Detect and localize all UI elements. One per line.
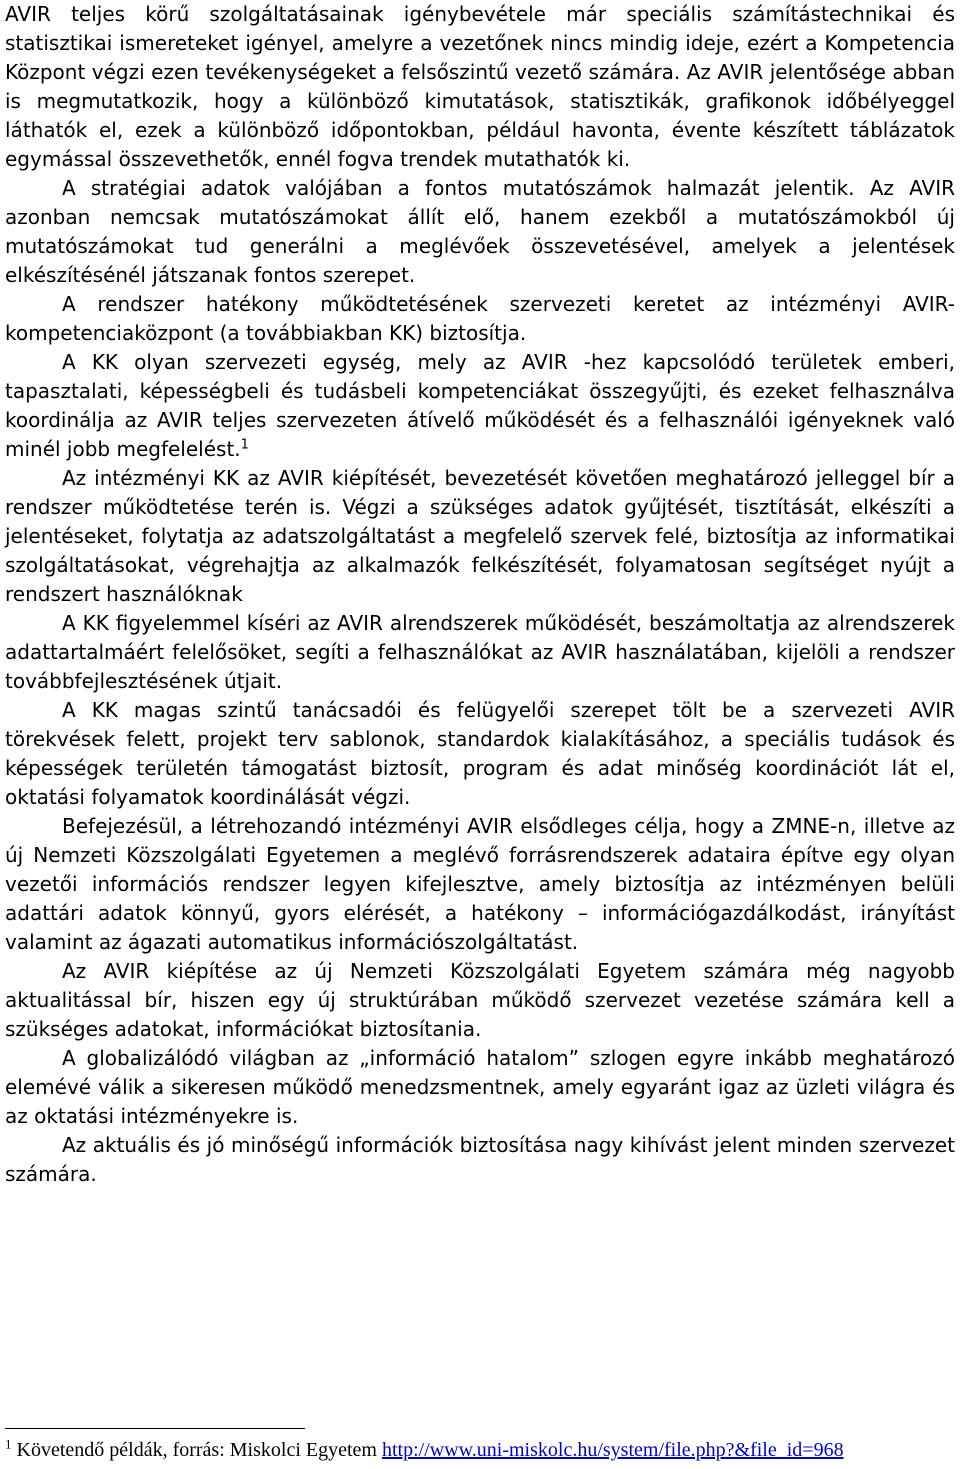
footnote bbox=[5, 1438, 955, 1462]
paragraph-1 bbox=[5, 0, 955, 174]
paragraph-7 bbox=[5, 696, 955, 812]
footnote-divider bbox=[5, 1428, 305, 1429]
paragraph-6-text: A KK figyelemmel kíséri az AVIR alrendszerek működését, beszámoltatja az alrendszerek adattartalmáért felelősöket, segíti a felhasználókat az AVIR használatában, kijelöli a rendszer továbbfejlesztésének útjait. bbox=[5, 611, 955, 693]
paragraph-11-text: Az aktuális és jó minőségű információk biztosítása nagy kihívást jelent minden szervezet számára. bbox=[5, 1133, 955, 1186]
paragraph-4-text: A KK olyan szervezeti egység, mely az AVIR -hez kapcsolódó területek emberi, tapasztalati, képességbeli és tudásbeli kompetenciákat összegyűjti, és ezeket felhasználva koordinálja az AVIR teljes szervezeten átívelő működését és a felhasználói igényeknek való minél jobb megfelelést. bbox=[5, 350, 955, 461]
paragraph-8 bbox=[5, 812, 955, 957]
body-text bbox=[5, 0, 955, 1189]
paragraph-3-text: A rendszer hatékony működtetésének szervezeti keretet az intézményi AVIR-kompetenciaközpont (a továbbiakban KK) biztosítja. bbox=[5, 292, 955, 345]
paragraph-7-text: A KK magas szintű tanácsadói és felügyelői szerepet tölt be a szervezeti AVIR törekvések felett, projekt terv sablonok, standardok kialakításához, a speciális tudások és képességek területén támogatást biztosít, program és adat minőség koordinációt lát el, oktatási folyamatok koordinálását végzi. bbox=[5, 698, 955, 809]
paragraph-2 bbox=[5, 174, 955, 290]
paragraph-8-text: Befejezésül, a létrehozandó intézményi AVIR elsődleges célja, hogy a ZMNE-n, illetve az új Nemzeti Közszolgálati Egyetemen a meglévő forrásrendszerek adataira építve egy olyan vezetői információs rendszer legyen kifejlesztve, amely biztosítja az intézményen belüli adattári adatok könnyű, gyors elérését, a hatékony – információgazdálkodást, irányítást valamint az ágazati automatikus információszolgáltatást. bbox=[5, 814, 955, 954]
paragraph-9-text: Az AVIR kiépítése az új Nemzeti Közszolgálati Egyetem számára még nagyobb aktualitással bír, hiszen egy új struktúrában működő szervezet vezetése számára kell a szükséges adatokat, információkat biztosítania. bbox=[5, 959, 955, 1041]
footnote-reference[interactable]: 1 bbox=[240, 437, 249, 453]
paragraph-10-text: A globalizálódó világban az „információ hatalom” szlogen egyre inkább meghatározó elemévé válik a sikeresen működő menedzsmentnek, amely egyaránt igaz az üzleti világra és az oktatási intézményekre is. bbox=[5, 1046, 955, 1128]
paragraph-4 bbox=[5, 348, 955, 464]
footnote-link[interactable]: http://www.uni-miskolc.hu/system/file.php?&file_id=968 bbox=[381, 1439, 844, 1461]
footnote-text: Követendő példák, forrás: Miskolci Egyetem bbox=[11, 1439, 382, 1461]
paragraph-1-text: AVIR teljes körű szolgáltatásainak igénybevétele már speciális számítástechnikai és statisztikai ismereteket igényel, amelyre a vezetőnek nincs mindig ideje, ezért a Kompetencia Központ végzi ezen tevékenységeket a felsőszintű vezető számára. Az AVIR jelentősége abban is megmutatkozik, hogy a különböző kimutatások, statisztikák, grafikonok időbélyeggel láthatók el, ezek a különböző időpontokban, például havonta, évente készített táblázatok egymással összevethetők, ennél fogva trendek mutathatók ki. bbox=[5, 2, 955, 171]
footnote-number: 1 bbox=[5, 1436, 12, 1452]
paragraph-5 bbox=[5, 464, 955, 609]
paragraph-3 bbox=[5, 290, 955, 348]
paragraph-11 bbox=[5, 1131, 955, 1189]
paragraph-6 bbox=[5, 609, 955, 696]
paragraph-5-text: Az intézményi KK az AVIR kiépítését, bevezetését követően meghatározó jelleggel bír a rendszer működtetése terén is. Végzi a szükséges adatok gyűjtését, tisztítását, elkészíti a jelentéseket, folytatja az adatszolgáltatást a megfelelő szervek felé, biztosítja az informatikai szolgáltatásokat, végrehajtja az alkalmazók felkészítését, folyamatosan segítséget nyújt a rendszert használóknak bbox=[5, 466, 955, 606]
paragraph-9 bbox=[5, 957, 955, 1044]
paragraph-10 bbox=[5, 1044, 955, 1131]
paragraph-2-text: A stratégiai adatok valójában a fontos mutatószámok halmazát jelentik. Az AVIR azonban nemcsak mutatószámokat állít elő, hanem ezekből a mutatószámokból új mutatószámokat tud generálni a meglévőek összevetésével, amelyek a jelentések elkészítésénél játszanak fontos szerepet. bbox=[5, 176, 955, 287]
